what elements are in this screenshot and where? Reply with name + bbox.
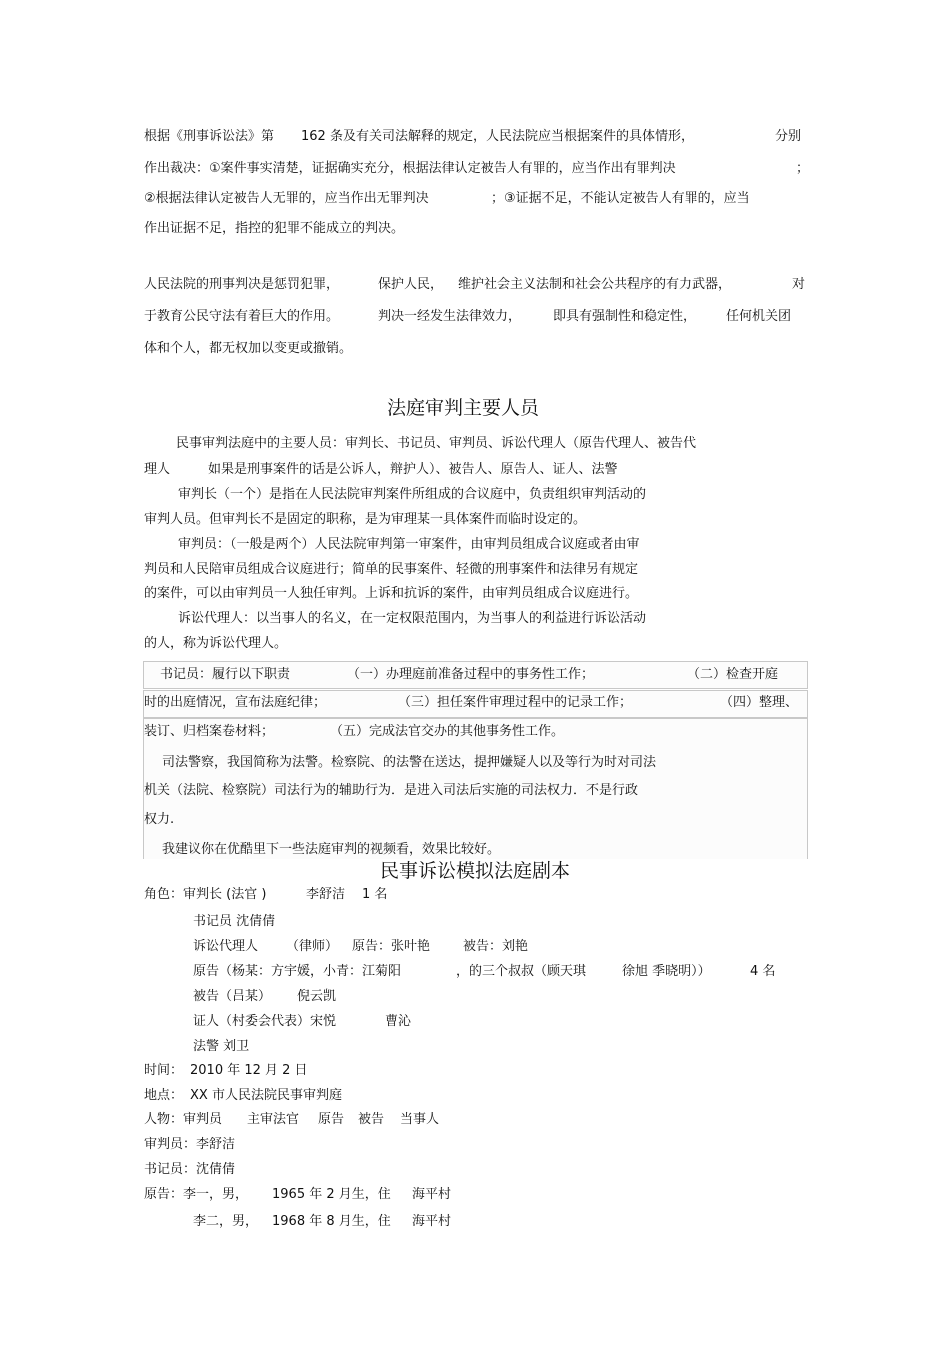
role-agent-defendant: 被告：刘艳 [463, 939, 529, 954]
plaintiff-1: 原告：李一，男， [144, 1187, 249, 1202]
role-bailiff: 法警 刘卫 [193, 1039, 250, 1054]
role-chief-judge-count: 1 名 [362, 887, 388, 902]
clerk-line: 书记员：沈倩倩 [144, 1162, 236, 1177]
place-label: 地点： [144, 1088, 184, 1103]
text-line: 机关（法院、检察院）司法行为的辅助行为．是进入司法后实施的司法权力．不是行政 [144, 783, 639, 798]
text-line: 的案件，可以由审判员一人独任审判。上诉和抗诉的案件，由审判员组成合议庭进行。 [144, 586, 639, 601]
role-agent: 诉讼代理人 [193, 939, 259, 954]
text-line: 理人 [144, 462, 171, 477]
role-clerk: 书记员 沈倩倩 [193, 914, 276, 929]
role-plaintiffs-count: 4 名 [750, 964, 776, 979]
text-line: 司法警察，我国简称为法警。检察院、的法警在送达，提押嫌疑人以及等行为时对司法 [162, 755, 657, 770]
time-label: 时间： [144, 1063, 184, 1078]
section-title-civil-mock-trial-script: 民事诉讼模拟法庭剧本 [380, 860, 571, 882]
people-party: 当事人 [400, 1112, 440, 1127]
role-chief-judge: 角色：审判长 (法官 ) [144, 887, 267, 902]
text-line: 作出证据不足，指控的犯罪不能成立的判决。 [144, 221, 405, 236]
text-line: 如果是刑事案件的话是公诉人，辩护人）、被告人、原告人、证人、法警 [208, 462, 618, 477]
text-line: 审判人员。但审判长不是固定的职称，是为审理某一具体案件而临时设定的。 [144, 512, 587, 527]
text-line: 对 [792, 277, 806, 292]
people-label: 人物：审判员 [144, 1112, 223, 1127]
judge-line: 审判员：李舒洁 [144, 1137, 236, 1152]
text-line: 诉讼代理人：以当事人的名义，在一定权限范围内，为当事人的利益进行诉讼活动 [178, 611, 647, 626]
text-line: 的人，称为诉讼代理人。 [144, 636, 288, 651]
text-line: 装订、归档案卷材料； [144, 724, 275, 739]
people-presiding-judge: 主审法官 [247, 1112, 300, 1127]
text-line: 权力. [144, 812, 175, 827]
plaintiff-2-birth: 1968 年 8 月生，住 [272, 1214, 391, 1229]
text-line: 判决一经发生法律效力， [378, 309, 522, 324]
plaintiff-2: 李二，男， [193, 1214, 259, 1229]
people-plaintiff: 原告 [318, 1112, 345, 1127]
plaintiff-1-village: 海平村 [412, 1187, 452, 1202]
text-line: 任何机关团 [726, 309, 792, 324]
role-plaintiffs-uncles: ，的三个叔叔（顾天琪 [456, 964, 587, 979]
people-defendant: 被告 [358, 1112, 385, 1127]
text-line: 时的出庭情况，宣布法庭纪律； [144, 695, 327, 710]
text-line: 作出裁决：①案件事实清楚，证据确实充分，根据法律认定被告人有罪的，应当作出有罪判决 [144, 161, 676, 176]
plaintiff-1-birth: 1965 年 2 月生，住 [272, 1187, 391, 1202]
text-line: 书记员：履行以下职责 [160, 667, 291, 682]
text-line: （五）完成法官交办的其他事务性工作。 [330, 724, 565, 739]
role-agent-lawyer: （律师） [286, 939, 339, 954]
role-plaintiffs: 原告（杨某：方宇媛，小青：江菊阳 [193, 964, 402, 979]
text-line: （三）担任案件审理过程中的记录工作； [398, 695, 633, 710]
plaintiff-2-village: 海平村 [412, 1214, 452, 1229]
text-line: 审判员：（一般是两个）人民法院审判第一审案件，由审判员组成合议庭或者由审 [178, 537, 640, 552]
role-witness-2: 曹沁 [385, 1014, 412, 1029]
text-line: 判员和人民陪审员组成合议庭进行；简单的民事案件、轻微的刑事案件和法律另有规定 [144, 562, 639, 577]
text-line: 于教育公民守法有着巨大的作用。 [144, 309, 340, 324]
text-line: ；③证据不足，不能认定被告人有罪的，应当 [491, 191, 750, 206]
text-line: （四）整理、 [720, 695, 799, 710]
role-defendant-name: 倪云凯 [297, 989, 337, 1004]
text-line: （二）检查开庭 [687, 667, 779, 682]
time-value: 2010 年 12 月 2 日 [190, 1063, 308, 1078]
text-line: 保护人民， [378, 277, 444, 292]
text-line: 根据《刑事诉讼法》第 [144, 129, 275, 144]
role-defendant: 被告（吕某） [193, 989, 272, 1004]
text-line: 即具有强制性和稳定性， [553, 309, 697, 324]
text-line: 体和个人，都无权加以变更或撤销。 [144, 341, 353, 356]
role-plaintiffs-uncles-names: 徐旭 季晓明）） [622, 964, 711, 979]
text-line: 审判长（一个）是指在人民法院审判案件所组成的合议庭中，负责组织审判活动的 [178, 487, 647, 502]
text-line: 维护社会主义法制和社会公共程序的有力武器， [458, 277, 732, 292]
role-agent-plaintiff: 原告：张叶艳 [352, 939, 431, 954]
text-line: ； [796, 161, 810, 176]
text-line: ②根据法律认定被告人无罪的，应当作出无罪判决 [144, 191, 429, 206]
section-title-court-personnel: 法庭审判主要人员 [387, 397, 540, 419]
text-line: 我建议你在优酷里下一些法庭审判的视频看，效果比较好。 [162, 842, 501, 857]
text-line: 分别 [775, 129, 802, 144]
text-line: 人民法院的刑事判决是惩罚犯罪， [144, 277, 340, 292]
place-value: XX 市人民法院民事审判庭 [190, 1088, 342, 1103]
text-line: 民事审判法庭中的主要人员：审判长、书记员、审判员、诉讼代理人（原告代理人、被告代 [176, 436, 697, 451]
text-line: （一）办理庭前准备过程中的事务性工作； [347, 667, 595, 682]
text-line: 162 条及有关司法解释的规定，人民法院应当根据案件的具体情形， [301, 129, 694, 144]
role-witness: 证人（村委会代表）宋悦 [193, 1014, 337, 1029]
role-chief-judge-name: 李舒洁 [306, 887, 346, 902]
